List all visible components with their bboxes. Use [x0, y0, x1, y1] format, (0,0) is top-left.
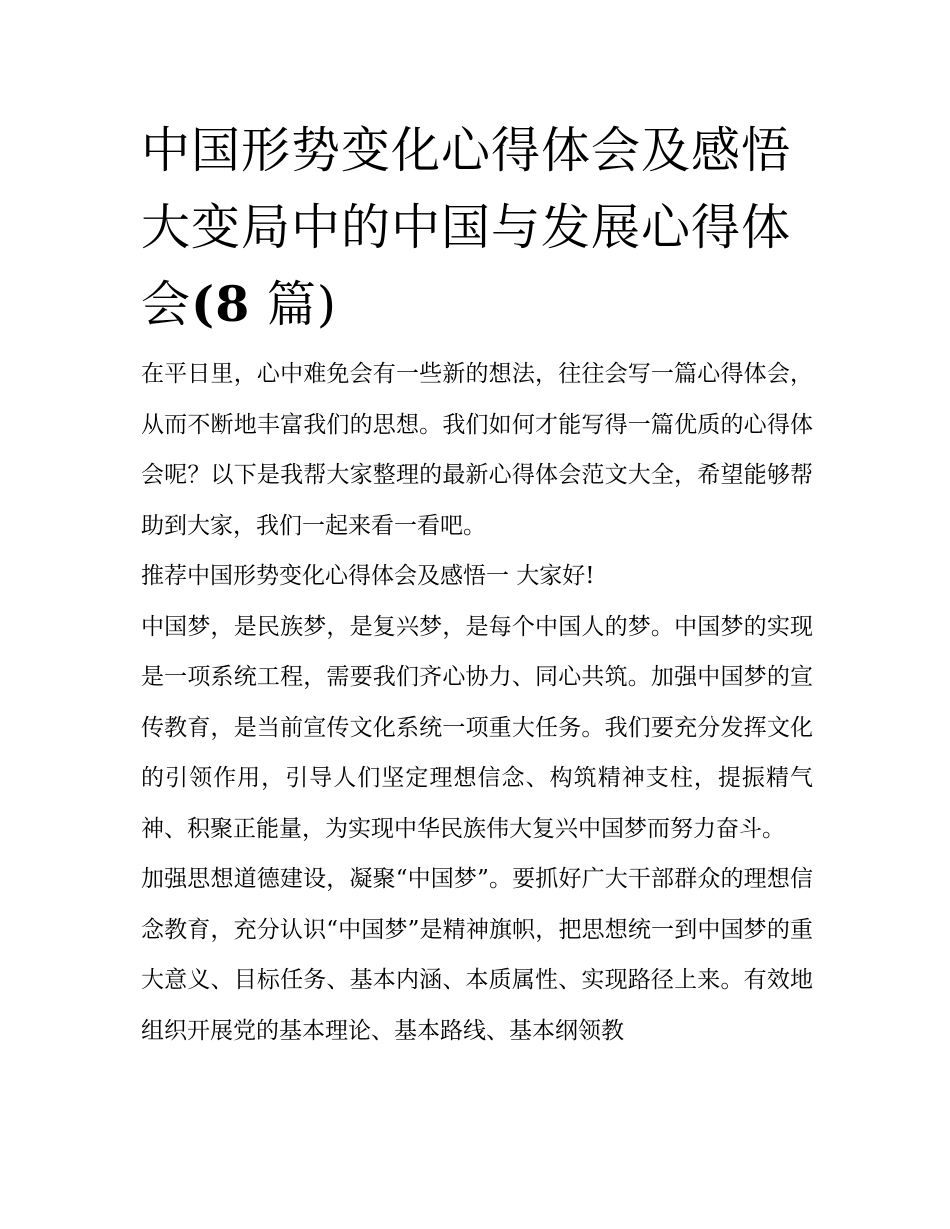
title-line-3-open-paren: (	[191, 275, 216, 333]
title-line-1: 中国形势变化心得体会及感悟	[141, 122, 792, 179]
document-content	[141, 112, 813, 1056]
title-line-2: 大变局中的中国与发展心得体	[141, 199, 792, 256]
title-line-3-suffix: 篇)	[250, 276, 338, 333]
title-line-3-count: 8	[215, 275, 251, 333]
body-paragraph-1: 中国梦，是民族梦，是复兴梦，是每个中国人的梦。中国梦的实现是一项系统工程，需要我们齐心协力、同心共筑。加强中国梦的宣传教育，是当前宣传文化系统一项重大任务。我们要充分发挥文化的引领作用，引导人们坚定理想信念、构筑精神支柱，提振精气神、积聚正能量，为实现中华民族伟大复兴中国梦而努力奋斗。	[141, 613, 813, 842]
section-heading-paragraph: 推荐中国形势变化心得体会及感悟一 大家好!	[141, 563, 595, 589]
document-title	[141, 112, 813, 343]
intro-paragraph: 在平日里，心中难免会有一些新的想法，往往会写一篇心得体会，从而不断地丰富我们的思想。我们如何才能写得一篇优质的心得体会呢？以下是我帮大家整理的最新心得体会范文大全，希望能够帮助到大家，我们一起来看一看吧。	[141, 361, 813, 539]
title-line-3-prefix: 会	[141, 276, 192, 333]
body-paragraph-2: 加强思想道德建设，凝聚“中国梦”。要抓好广大干部群众的理想信念教育，充分认识“中国梦”是精神旗帜，把思想统一到中国梦的重大意义、目标任务、基本内涵、本质属性、实现路径上来。有效地组织开展党的基本理论、基本路线、基本纲领教	[141, 866, 813, 1044]
